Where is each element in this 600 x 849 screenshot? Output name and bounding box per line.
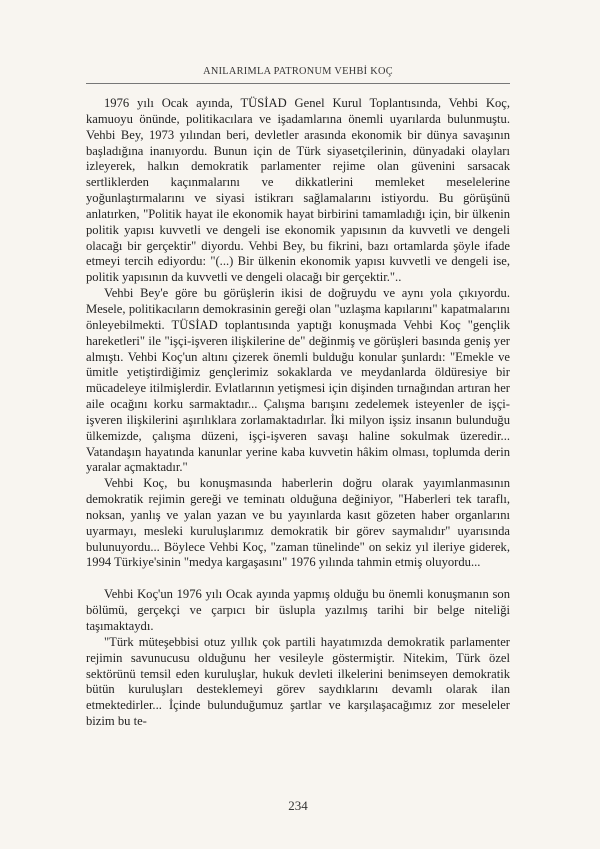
paragraph: Vehbi Koç'un 1976 yılı Ocak ayında yapmış olduğu bu önemli konuşmanın son bölümü, gerçekçi ve çarpıcı bir üslupla yazılmış tarihi bir belge niteliği taşımaktaydı. — [86, 587, 510, 633]
page-number: 234 — [288, 798, 308, 813]
running-header: ANILARIMLA PATRONUM VEHBİ KOÇ — [203, 66, 393, 77]
paragraph: 1976 yılı Ocak ayında, TÜSİAD Genel Kurul Toplantısında, Vehbi Koç, kamuoyu önünde, politikacılara ve işadamlarına önemli uyarılarda bulunmuştu. Vehbi Bey, 1973 yılından beri, devletler arasında ekonomik bir dünya savaşının başladığına inanıyordu. Bunun için de Türk siyasetçilerinin, dünyadaki olayları izleyerek, halkın demokratik parlamenter rejime olan güvenini sarsacak sertliklerden kaçınmalarını ve dikkatlerini memleket meselelerine yoğunlaştırmalarını ve siyasi istikrarı sağlamalarını istiyordu. Bu görüşünü anlatırken, "Politik hayat ile ekonomik hayat birbirini tamamladığı için, bir ülkenin politik yapısı kuvvetli ve dengeli ise ekonomik yapısının da kuvvetli ve dengeli olacağı bir gerçektir" diyordu. Vehbi Bey, bu fikrini, bazı ortamlarda şöyle ifade etmeyi tercih ediyordu: "(...) Bir ülkenin ekonomik yapısı kuvvetli ve dengeli ise, politik yapısının da kuvvetli ve dengeli olacağı bir gerçektir.".. — [86, 96, 510, 285]
paragraph: Vehbi Koç, bu konuşmasında haberlerin doğru olarak yayımlanmasının demokratik rejimin gereği ve teminatı olduğuna değiniyor, "Haberleri tek taraflı, noksan, yanlış ve yalan yazan ve bu yayınlarda kasıt gözeten haber organlarını uyarmayı, mesleki kuruluşlarımız demokratik bir görev saymalıdır" uyarısında bulunuyordu... Böylece Vehbi Koç, "zaman tünelinde" on sekiz yıl ileriye giderek, 1994 Türkiye'sinin "medya kargaşasını" 1976 yılında tahmin etmiş oluyordu... — [86, 476, 510, 570]
body-text — [86, 96, 510, 730]
paragraph: "Türk müteşebbisi otuz yıllık çok partili hayatımızda demokratik parlamenter rejimin savunucusu olduğunu her vesileyle göstermiştir. Nitekim, Türk özel sektörünü temsil eden kuruluşlar, hukuk devleti ilkelerini benimseyen demokratik bütün kuruluşları desteklemeyi görev saydıklarını devamlı olarak ilan etmektedirler... İçinde bulunduğumuz şartlar ve karşılaşacağımız zor meseleler bizim bu te- — [86, 634, 510, 729]
paragraph: Vehbi Bey'e göre bu görüşlerin ikisi de doğruydu ve aynı yola çıkıyordu. Mesele, politikacıların demokrasinin gereği olan "uzlaşma kapılarını" kapatmalarını önleyebilmekti. TÜSİAD toplantısında yaptığı konuşmada Vehbi Koç "gençlik hareketleri" ile "işçi-işveren ilişkilerine de" değinmiş ve görüşleri basında geniş yer almıştı. Vehbi Koç'un altını çizerek önemli bulduğu konular şunlardı: "Emekle ve ümitle yetiştirdiğimiz gençlerimiz sokaklarda ve meydanlarda öldüresiye bir mücadeleye itilmişlerdir. Evlatlarının yetişmesi için dişinden tırnağından artıran her aile ocağını korku sarmaktadır... Çalışma barışını zedelemek isteyenler de işçi-işveren ilişkilerini aşırılıklara zorlamaktadırlar. İki milyon işsiz insanın bulunduğu ülkemizde, çalışma düzeni, işçi-işveren savaşı haline sokulmak üzeredir... Vatandaşın hayatında kanunlar yerine kaba kuvvetin hâkim olması, toplumda derin yaralar açmaktadır." — [86, 286, 510, 475]
header-rule — [86, 83, 510, 84]
